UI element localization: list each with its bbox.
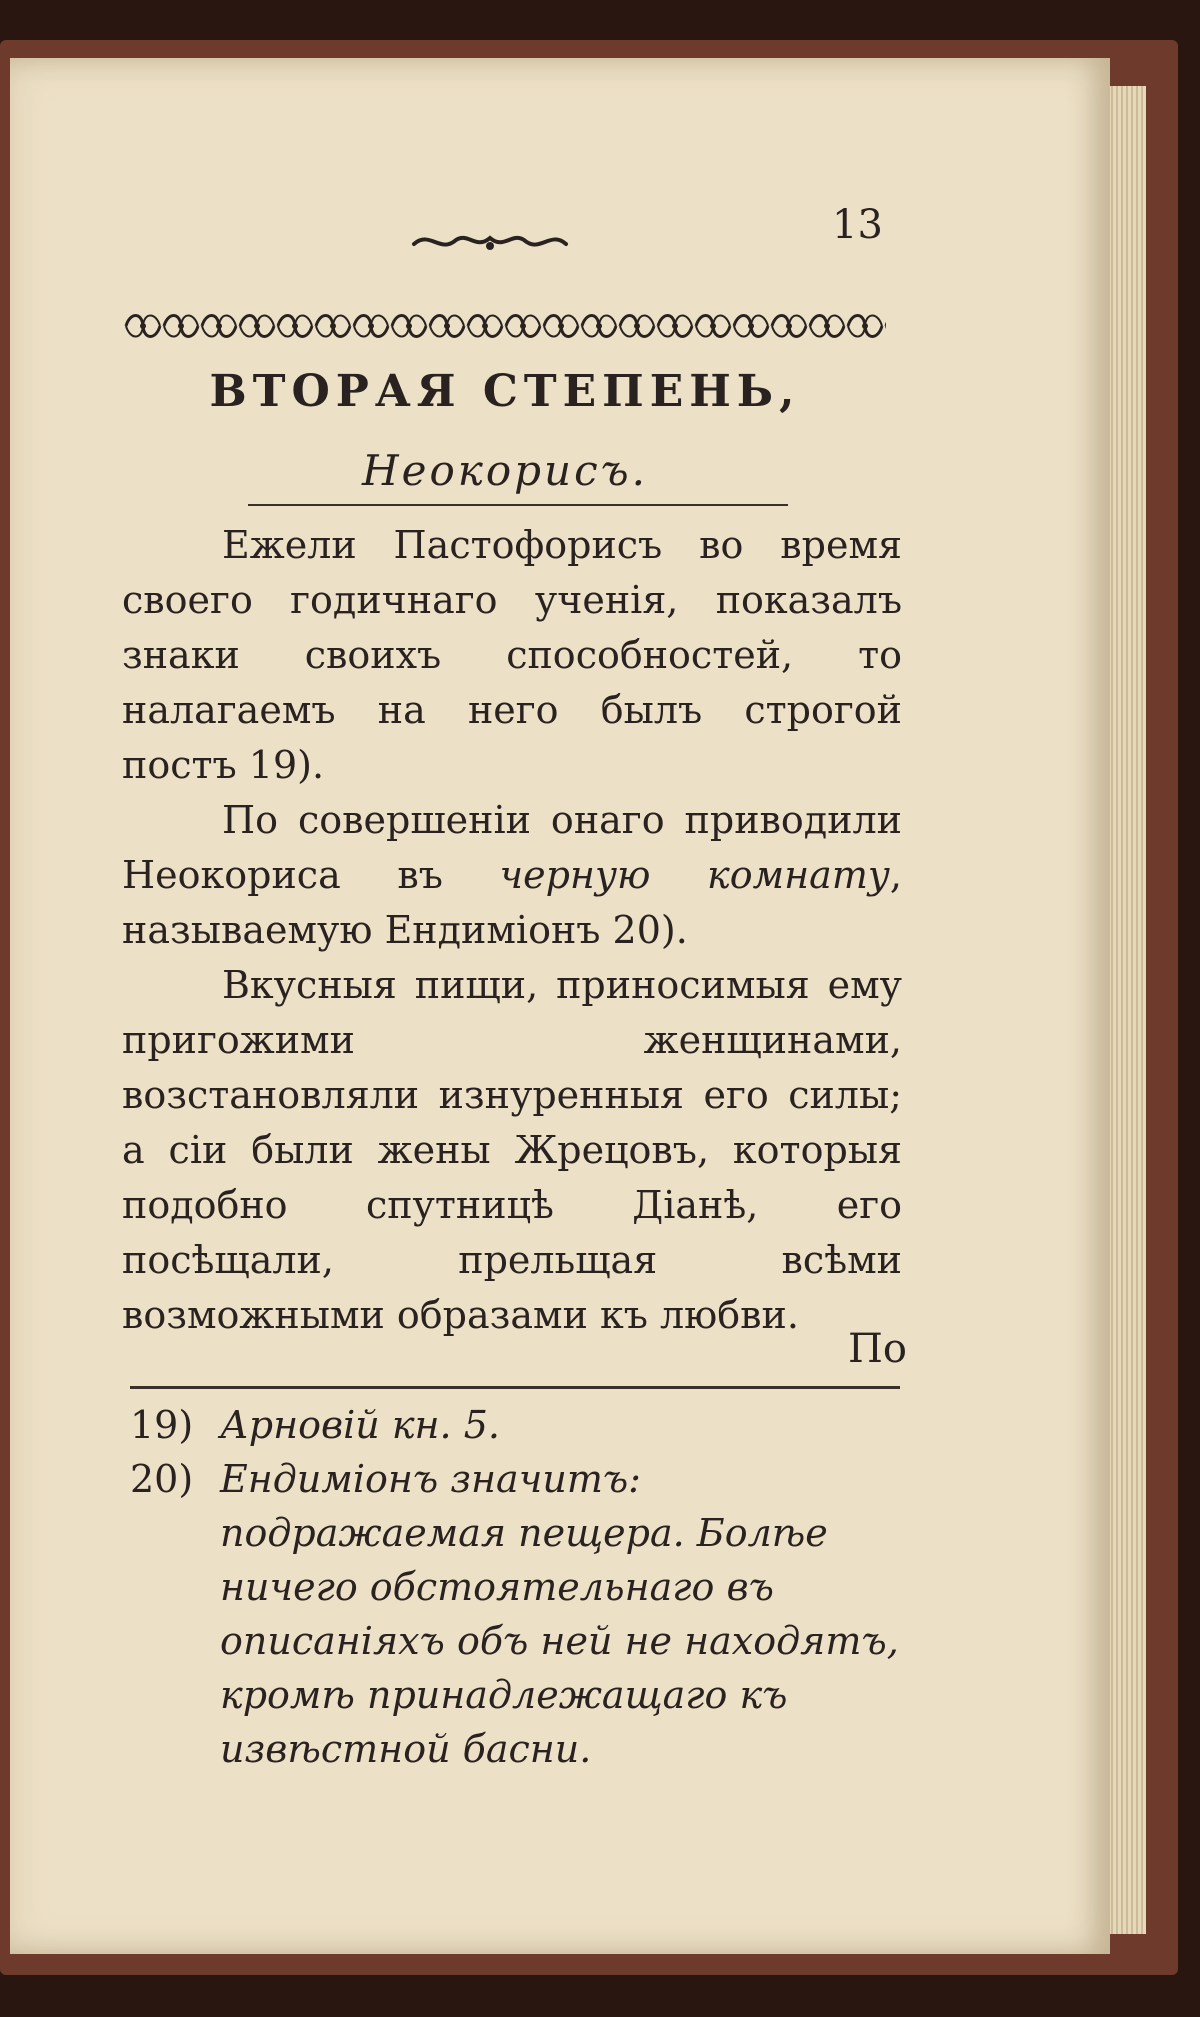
- chapter-subheading: Неокорисъ.: [362, 446, 648, 495]
- footnote-text: Арновій кн. 5.: [220, 1403, 500, 1447]
- paragraph-3: Вкусныя пищи, приносимыя ему пригожими женщинами, возстановляли изнуренныя его силы; а сіи были жены Жрецовъ, которыя подобно спутницѣ Діанѣ, его посѣщали, прельщая всѣми возможными образами къ любви.: [122, 963, 902, 1337]
- catchword: По: [848, 1326, 907, 1372]
- footnotes: [130, 1398, 910, 1776]
- ornament-flourish: [410, 226, 570, 256]
- paragraph-1: Ежели Пастофорисъ во время своего годичнаго ученія, показалъ знаки своихъ способностей, то налагаемъ на него былъ строгой постъ 19).: [122, 523, 902, 787]
- footnote-20: [130, 1452, 910, 1776]
- page-edges: [1108, 86, 1146, 1934]
- paragraph-2-italic: черную комнату: [499, 853, 890, 897]
- chapter-heading: ВТОРАЯ СТЕПЕНЬ,: [209, 366, 801, 417]
- paragraph-2: [122, 793, 902, 958]
- paragraph-2-start: По совершеніи онаго приводили Неокориса въ: [122, 798, 902, 897]
- footnote-19: [130, 1398, 910, 1452]
- footnote-text: Ендиміонъ значитъ: подражаемая пещера. Болѣе ничего обстоятельнаго въ описаніяхъ объ ней не находятъ, кромѣ принадлежащаго къ извѣстной басни.: [220, 1457, 899, 1771]
- body-text: [122, 518, 902, 1343]
- paragraph-2-end: , называемую Ендиміонъ 20).: [122, 853, 902, 952]
- footnote-rule: [130, 1386, 900, 1389]
- heading-rule: [248, 504, 788, 506]
- decorative-border-band: [124, 306, 886, 346]
- page-number: 13: [832, 202, 883, 248]
- footnote-number: 19): [130, 1403, 194, 1447]
- footnote-number: 20): [130, 1457, 194, 1501]
